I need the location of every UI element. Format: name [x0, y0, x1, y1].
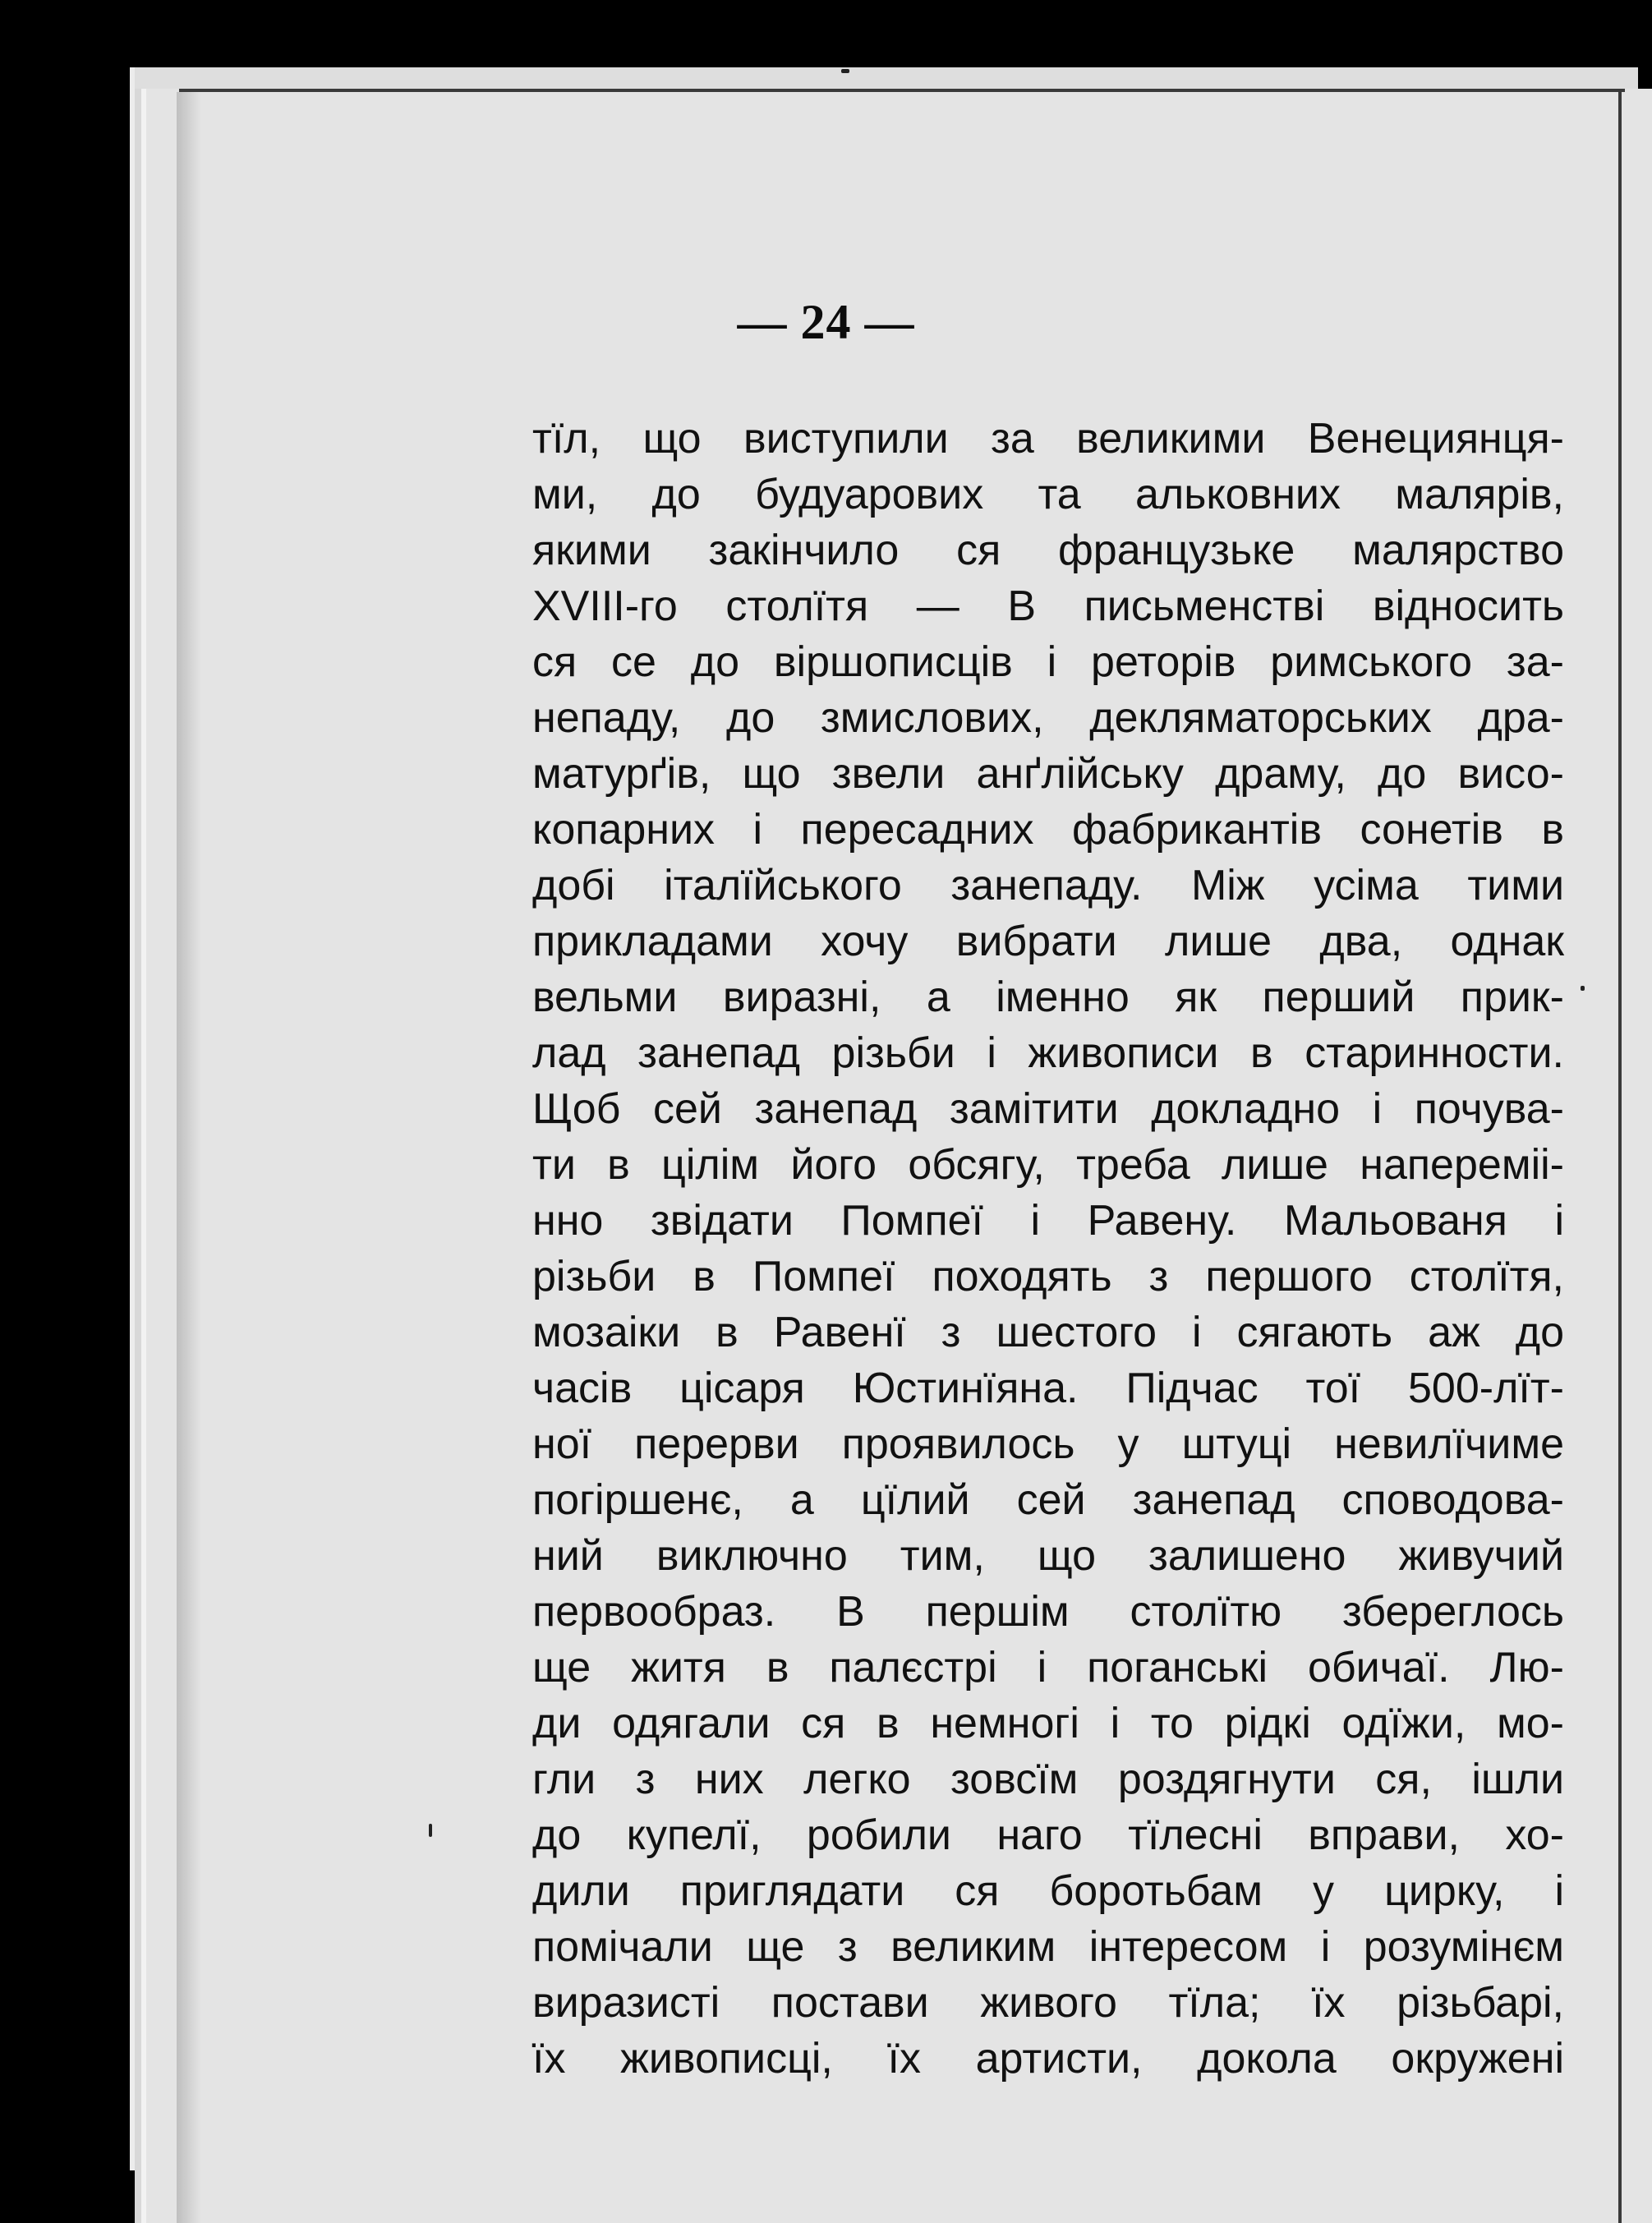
text-line: копарних і пересадних фабрикантів сонетів в: [532, 806, 1564, 854]
text-line: помічали ще з великим інтересом і розумінєм: [532, 1923, 1564, 1971]
text-line: ти в цілім його обсягу, треба лише напереміі-: [532, 1141, 1564, 1189]
text-line: гли з них легко зовсїм роздягнути ся, ішли: [532, 1756, 1564, 1803]
text-line: Щоб сей занепад замітити докладно і почува-: [532, 1085, 1564, 1133]
page-gutter-shade: [177, 92, 201, 2223]
text-line: якими закінчило ся французьке малярство: [532, 527, 1564, 574]
text-line: ної перерви проявилось у штуці невилїчиме: [532, 1420, 1564, 1468]
text-line: різьби в Помпеї походять з першого столїтя,: [532, 1253, 1564, 1300]
text-line: часів цісаря Юстинїяна. Підчас тої 500-лїт-: [532, 1365, 1564, 1412]
text-line: нно звідати Помпеї і Равену. Мальованя і: [532, 1197, 1564, 1245]
text-line: ний виключно тим, що залишено живучий: [532, 1532, 1564, 1580]
scan-speck: [841, 69, 849, 73]
text-line: їх живописці, їх артисти, докола окружені: [532, 2035, 1564, 2083]
text-line: виразисті постави живого тїла; їх різьбарі,: [532, 1979, 1564, 2027]
text-line: тїл, що виступили за великими Венециянця-: [532, 415, 1564, 463]
page-right-border: [1618, 89, 1622, 2223]
body-text: [532, 411, 1564, 2087]
scan-speck: [1581, 986, 1585, 991]
scan-speck: [429, 1824, 432, 1837]
text-line: ще житя в палєстрі і поганські обичаї. Лю-: [532, 1644, 1564, 1691]
text-line: прикладами хочу вибрати лише два, однак: [532, 918, 1564, 965]
page-top-border: [179, 89, 1625, 92]
text-line: XVIII-го столїтя — В письменстві відносить: [532, 582, 1564, 630]
text-line: погіршенє, а цїлий сей занепад споводова-: [532, 1476, 1564, 1524]
text-line: лад занепад різьби і живописи в старинности.: [532, 1029, 1564, 1077]
text-line: дили приглядати ся боротьбам у цирку, і: [532, 1867, 1564, 1915]
text-line: ся се до віршописців і реторів римського за-: [532, 638, 1564, 686]
text-line: первообраз. В першім столїтю збереглось: [532, 1588, 1564, 1636]
text-line: ми, до будуарових та альковних малярів,: [532, 471, 1564, 518]
text-line: ди одягали ся в немногі і то рідкі одїжи, мо-: [532, 1700, 1564, 1747]
text-line: добі італїйського занепаду. Між усіма тими: [532, 862, 1564, 909]
text-line: матурґів, що звели анґлійську драму, до висо-: [532, 750, 1564, 798]
text-line: до купелї, робили наго тїлесні вправи, хо-: [532, 1811, 1564, 1859]
text-line: мозаіки в Равенї з шестого і сягають аж до: [532, 1309, 1564, 1356]
text-line: вельми виразні, а іменно як перший прик-: [532, 973, 1564, 1021]
page-number: — 24 —: [737, 295, 915, 349]
text-line: непаду, до змислових, декляматорських дра-: [532, 694, 1564, 742]
